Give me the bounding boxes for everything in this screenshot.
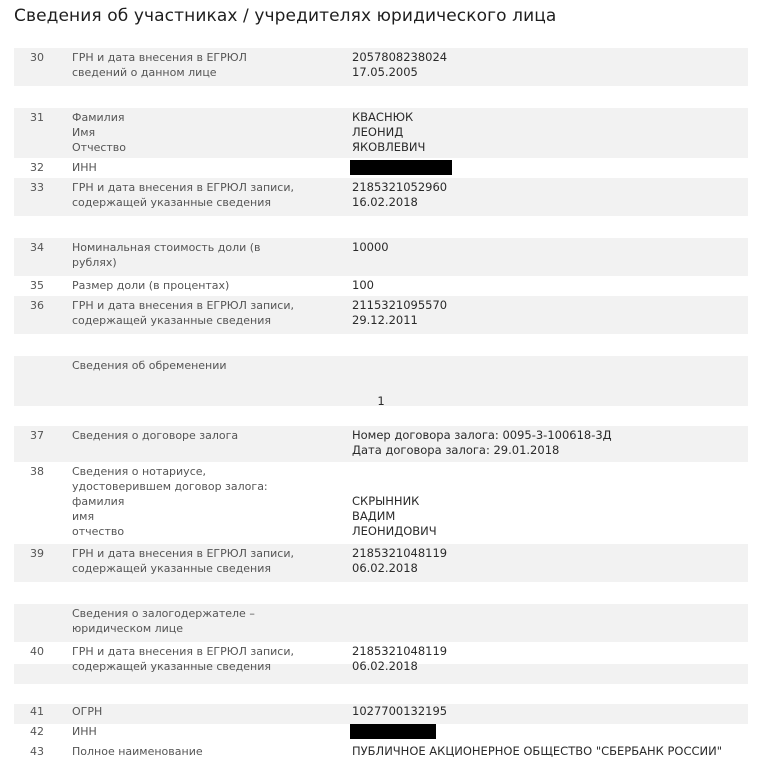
table-row — [14, 392, 748, 412]
row-label: Полное наименование — [72, 745, 203, 758]
table-row — [14, 684, 748, 704]
row-number: 39 — [30, 547, 44, 560]
row-value: 2057808238024 17.05.2005 — [352, 50, 448, 79]
row-number: 33 — [30, 181, 44, 194]
row-number: 34 — [30, 241, 44, 254]
row-value: КВАСНЮК ЛЕОНИД ЯКОВЛЕВИЧ — [352, 110, 426, 154]
page-title: Сведения об участниках / учредителях юридического лица — [14, 6, 557, 26]
table-row — [14, 276, 748, 296]
row-value: 1027700132195 — [352, 704, 448, 718]
table-row — [14, 48, 748, 86]
row-label: ОГРН — [72, 705, 103, 718]
row-number: 43 — [30, 745, 44, 758]
row-label: Номинальная стоимость доли (в рублях) — [72, 241, 261, 269]
spacer-row — [14, 86, 748, 108]
row-number: 41 — [30, 705, 44, 718]
row-number: 40 — [30, 645, 44, 658]
row-value: 2185321052960 16.02.2018 — [352, 180, 448, 209]
row-value: СКРЫННИК ВАДИМ ЛЕОНИДОВИЧ — [352, 494, 437, 538]
section-heading: Сведения об обременении — [72, 359, 227, 372]
row-value: 2185321048119 06.02.2018 — [352, 546, 448, 575]
table-row — [14, 702, 748, 722]
row-value: 100 — [352, 278, 374, 292]
row-label: Сведения о договоре залога — [72, 429, 239, 442]
row-number: 35 — [30, 279, 44, 292]
spacer-row — [14, 216, 748, 238]
table-row — [14, 722, 748, 742]
row-number: 42 — [30, 725, 44, 738]
row-label: ГРН и дата внесения в ЕГРЮЛ записи, содержащей указанные сведения — [72, 547, 294, 575]
row-label: ГРН и дата внесения в ЕГРЮЛ сведений о данном лице — [72, 51, 247, 79]
spacer-row — [14, 582, 748, 604]
row-value: 10000 — [352, 240, 389, 254]
table-row — [14, 108, 748, 158]
row-label: Фамилия Имя Отчество — [72, 111, 127, 154]
row-label: ГРН и дата внесения в ЕГРЮЛ записи, содержащей указанные сведения — [72, 645, 294, 673]
row-number: 31 — [30, 111, 44, 124]
table-row — [14, 158, 748, 178]
row-number: 36 — [30, 299, 44, 312]
spacer-row — [14, 334, 748, 356]
row-number: 32 — [30, 161, 44, 174]
section-heading: Сведения о залогодержателе – юридическом лице — [72, 607, 255, 635]
row-label: ГРН и дата внесения в ЕГРЮЛ записи, содержащей указанные сведения — [72, 299, 294, 327]
table-row — [14, 178, 748, 216]
row-number: 38 — [30, 465, 44, 478]
table-row — [14, 742, 748, 762]
redacted-value — [350, 160, 452, 175]
table-row — [14, 462, 748, 544]
encumbrance-index: 1 — [377, 394, 385, 408]
row-number: 37 — [30, 429, 44, 442]
row-number: 30 — [30, 51, 44, 64]
row-label: Размер доли (в процентах) — [72, 279, 230, 292]
row-label: Сведения о нотариусе, удостоверившем договор залога: фамилия имя отчество — [72, 465, 268, 538]
row-value: Номер договора залога: 0095-3-100618-3Д Дата договора залога: 29.01.2018 — [352, 428, 612, 457]
table-row — [14, 238, 748, 276]
row-label: ГРН и дата внесения в ЕГРЮЛ записи, содержащей указанные сведения — [72, 181, 294, 209]
row-value: 2115321095570 29.12.2011 — [352, 298, 448, 327]
table-row — [14, 642, 748, 680]
table-row — [14, 604, 748, 642]
row-value: 2185321048119 06.02.2018 — [352, 644, 448, 673]
table-row — [14, 296, 748, 334]
table-row — [14, 426, 748, 462]
row-value: ПУБЛИЧНОЕ АКЦИОНЕРНОЕ ОБЩЕСТВО "СБЕРБАНК РОССИИ" — [352, 744, 722, 758]
redacted-value — [350, 724, 436, 739]
row-label: ИНН — [72, 161, 97, 174]
row-label: ИНН — [72, 725, 97, 738]
table-row — [14, 544, 748, 582]
